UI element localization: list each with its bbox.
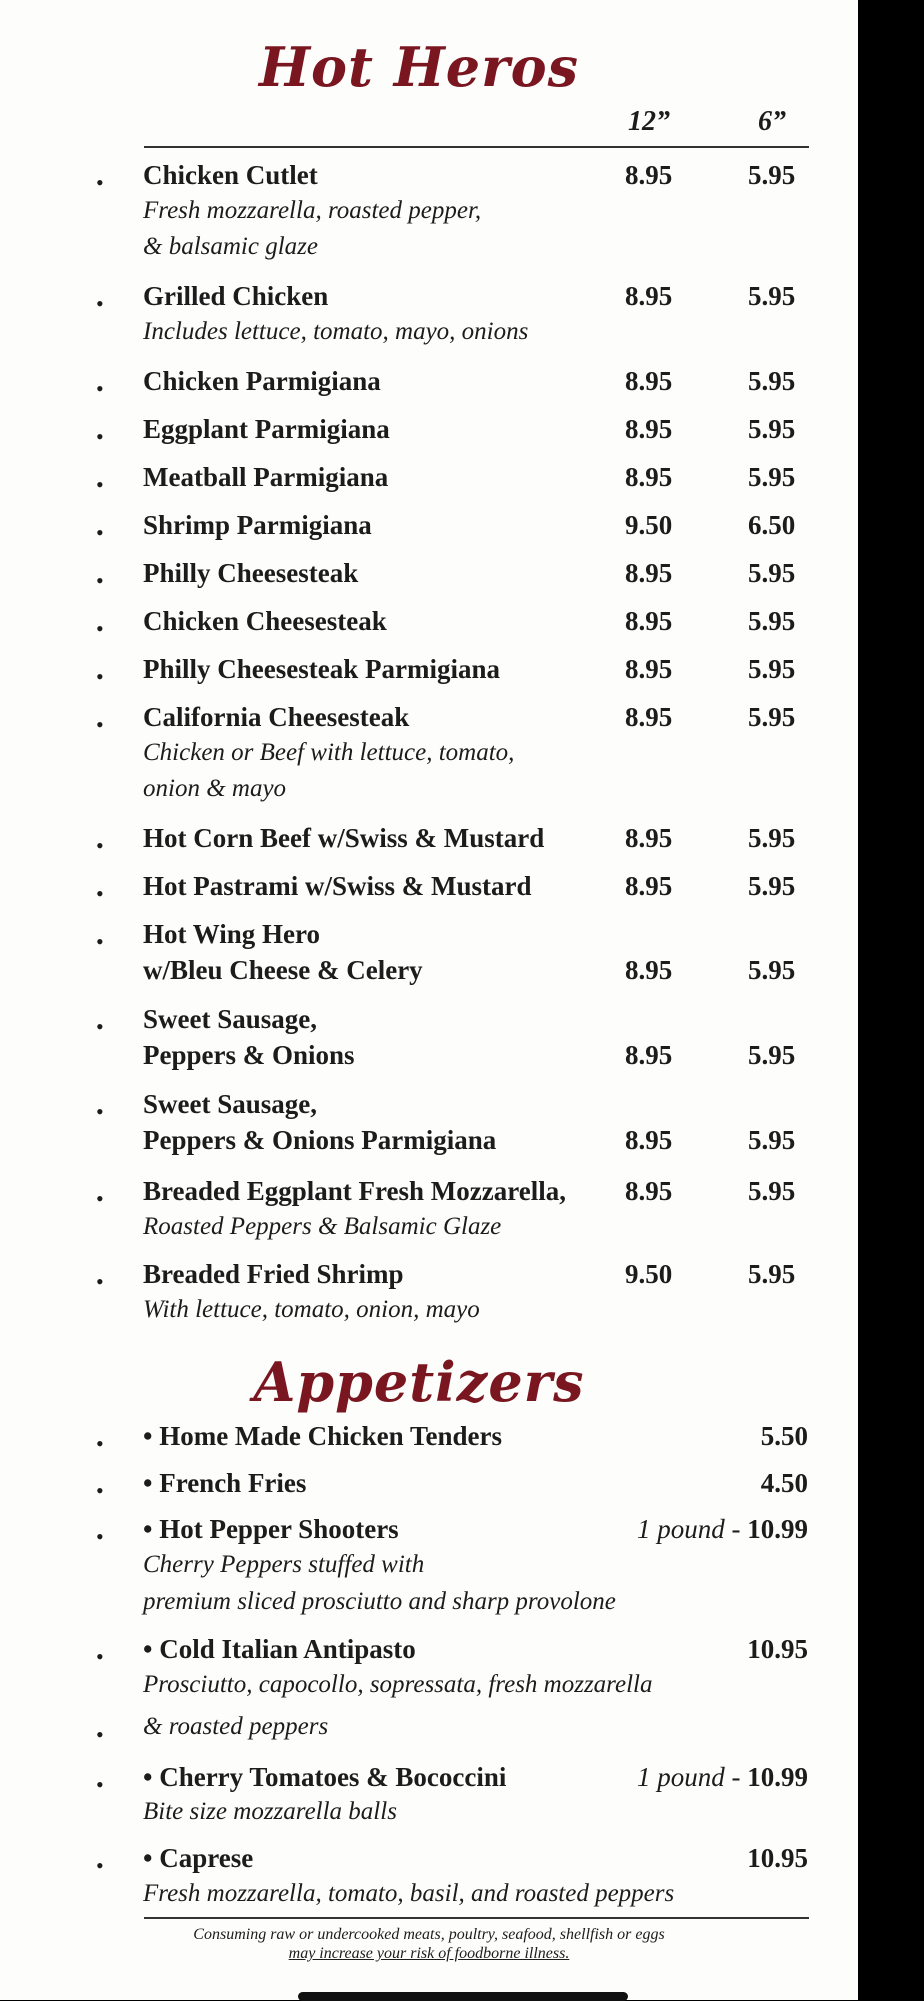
item-desc: With lettuce, tomato, onion, mayo	[143, 1296, 480, 1323]
price-6: 6.50	[748, 510, 796, 540]
item-name: • Cold Italian Antipasto	[143, 1634, 416, 1664]
price-12: 8.95	[625, 955, 673, 985]
menu-item	[0, 823, 858, 863]
price-12: 8.95	[625, 462, 673, 492]
menu-item	[0, 1421, 858, 1461]
item-desc: onion & mayo	[143, 775, 287, 802]
menu-item	[0, 919, 858, 985]
item-price: 10.95	[747, 1843, 808, 1873]
item-desc: Bite size mozzarella balls	[143, 1798, 397, 1825]
bullet: •	[96, 170, 104, 195]
item-name: Hot Corn Beef w/Swiss & Mustard	[143, 823, 545, 853]
item-price-group	[637, 1514, 808, 1545]
bullet: •	[96, 1772, 104, 1797]
item-name: Chicken Parmigiana	[143, 366, 381, 396]
bullet: •	[96, 833, 104, 858]
menu-item	[0, 606, 858, 646]
bullet: •	[96, 1269, 104, 1294]
header-rule	[144, 146, 809, 148]
price-6: 5.95	[748, 558, 796, 588]
item-name: Hot Wing Hero	[143, 919, 321, 949]
item-desc: Prosciutto, capocollo, sopressata, fresh mozzarella	[143, 1671, 653, 1698]
price-12: 8.95	[625, 366, 673, 396]
bullet: •	[96, 1524, 104, 1549]
item-name: Hot Pastrami w/Swiss & Mustard	[143, 871, 532, 901]
bullet: •	[96, 291, 104, 316]
menu-item	[0, 1843, 858, 1907]
item-desc: Fresh mozzarella, tomato, basil, and roasted peppers	[143, 1880, 675, 1907]
price-6: 5.95	[748, 1125, 796, 1155]
item-name: • French Fries	[143, 1468, 307, 1498]
menu-item	[0, 160, 858, 260]
hot-heros-title: Hot Heros	[258, 35, 580, 99]
item-name-line2: Peppers & Onions	[143, 1040, 355, 1070]
disclaimer-line-2: may increase your risk of foodborne illness.	[288, 1945, 570, 1962]
menu-item	[0, 366, 858, 406]
item-name: Eggplant Parmigiana	[143, 414, 390, 444]
price-6: 5.95	[748, 702, 796, 732]
price-6: 5.95	[748, 1259, 796, 1289]
item-name: Grilled Chicken	[143, 281, 329, 311]
item-name: • Cherry Tomatoes & Bococcini	[143, 1762, 507, 1792]
item-name: California Cheesesteak	[143, 702, 410, 732]
bullet: •	[96, 1014, 104, 1039]
price-12: 8.95	[625, 1176, 673, 1206]
col-6-inch: 6”	[758, 106, 786, 137]
bullet: •	[96, 1478, 104, 1503]
menu-item	[0, 1089, 858, 1155]
price-6: 5.95	[748, 823, 796, 853]
price-6: 5.95	[748, 654, 796, 684]
bullet: •	[96, 616, 104, 641]
bullet: •	[96, 472, 104, 497]
menu-item	[0, 871, 858, 911]
item-name: Breaded Fried Shrimp	[143, 1259, 404, 1289]
bullet: •	[96, 1722, 104, 1747]
price-6: 5.95	[748, 462, 796, 492]
price-6: 5.95	[748, 160, 796, 190]
menu-item	[0, 1762, 858, 1825]
price-12: 9.50	[625, 1259, 673, 1289]
bullet: •	[96, 1853, 104, 1878]
item-name: Philly Cheesesteak	[143, 558, 359, 588]
bullet: •	[96, 1644, 104, 1669]
item-name: Breaded Eggplant Fresh Mozzarella,	[143, 1176, 566, 1206]
item-desc: & roasted peppers	[143, 1713, 329, 1740]
item-price: 4.50	[760, 1468, 808, 1498]
appetizers-title: Appetizers	[253, 1350, 585, 1414]
item-name: Meatball Parmigiana	[143, 462, 389, 492]
price-6: 5.95	[748, 955, 796, 985]
item-name: • Caprese	[143, 1843, 254, 1873]
price-12: 8.95	[625, 606, 673, 636]
col-12-inch: 12”	[628, 106, 670, 137]
price-12: 8.95	[625, 1125, 673, 1155]
item-name: Sweet Sausage,	[143, 1089, 317, 1119]
footer-rule	[144, 1917, 809, 1919]
price-12: 8.95	[625, 702, 673, 732]
price-12: 8.95	[625, 281, 673, 311]
bullet: •	[96, 1186, 104, 1211]
bullet: •	[96, 376, 104, 401]
price-6: 5.95	[748, 1176, 796, 1206]
menu-item	[0, 281, 858, 345]
bullet: •	[96, 929, 104, 954]
price-12: 9.50	[625, 510, 673, 540]
price-6: 5.95	[748, 606, 796, 636]
menu-item	[0, 1259, 858, 1323]
menu-item	[0, 1176, 858, 1240]
bullet: •	[96, 712, 104, 737]
price-12: 8.95	[625, 654, 673, 684]
item-quantity: 1 pound -	[637, 1514, 748, 1544]
price-6: 5.95	[748, 281, 796, 311]
item-name: Shrimp Parmigiana	[143, 510, 372, 540]
item-name-line2: w/Bleu Cheese & Celery	[143, 955, 423, 985]
menu-item	[0, 414, 858, 454]
menu-item	[0, 462, 858, 502]
price-12: 8.95	[625, 160, 673, 190]
item-name: Philly Cheesesteak Parmigiana	[143, 654, 500, 684]
item-desc: Cherry Peppers stuffed with	[143, 1551, 425, 1578]
bullet: •	[96, 520, 104, 545]
item-desc: Includes lettuce, tomato, mayo, onions	[143, 318, 529, 345]
item-price: 10.95	[747, 1634, 808, 1664]
price-12: 8.95	[625, 558, 673, 588]
item-price: 10.99	[747, 1514, 808, 1544]
price-6: 5.95	[748, 871, 796, 901]
item-name: Sweet Sausage,	[143, 1004, 317, 1034]
menu-item	[0, 1514, 858, 1615]
bullet: •	[96, 1431, 104, 1456]
menu-item	[0, 654, 858, 694]
item-name: • Home Made Chicken Tenders	[143, 1421, 502, 1451]
menu-item	[0, 1634, 858, 1747]
item-desc: premium sliced prosciutto and sharp provolone	[143, 1588, 616, 1615]
menu-item	[0, 558, 858, 598]
price-12: 8.95	[625, 1040, 673, 1070]
right-black-margin	[858, 0, 924, 2000]
price-6: 5.95	[748, 1040, 796, 1070]
item-quantity: 1 pound -	[637, 1762, 748, 1792]
price-12: 8.95	[625, 871, 673, 901]
item-name: Chicken Cutlet	[143, 160, 318, 190]
price-6: 5.95	[748, 366, 796, 396]
menu-item	[0, 510, 858, 550]
bullet: •	[96, 881, 104, 906]
menu-item	[0, 702, 858, 802]
item-desc: Fresh mozzarella, roasted pepper,	[143, 197, 482, 224]
item-name-line2: Peppers & Onions Parmigiana	[143, 1125, 497, 1155]
price-12: 8.95	[625, 823, 673, 853]
item-name: Chicken Cheesesteak	[143, 606, 387, 636]
bullet: •	[96, 1099, 104, 1124]
item-desc: Roasted Peppers & Balsamic Glaze	[143, 1213, 502, 1240]
item-price: 10.99	[747, 1762, 808, 1792]
bullet: •	[96, 664, 104, 689]
item-desc: Chicken or Beef with lettuce, tomato,	[143, 739, 515, 766]
bullet: •	[96, 568, 104, 593]
menu-item	[0, 1468, 858, 1508]
price-6: 5.95	[748, 414, 796, 444]
item-desc: & balsamic glaze	[143, 233, 318, 260]
disclaimer-line-1: Consuming raw or undercooked meats, poultry, seafood, shellfish or eggs	[193, 1926, 665, 1943]
price-12: 8.95	[625, 414, 673, 444]
item-price: 5.50	[760, 1421, 808, 1451]
menu-item	[0, 1004, 858, 1070]
bullet: •	[96, 424, 104, 449]
health-disclaimer	[0, 1925, 858, 1963]
item-name: • Hot Pepper Shooters	[143, 1514, 399, 1544]
item-price-group	[637, 1762, 808, 1793]
